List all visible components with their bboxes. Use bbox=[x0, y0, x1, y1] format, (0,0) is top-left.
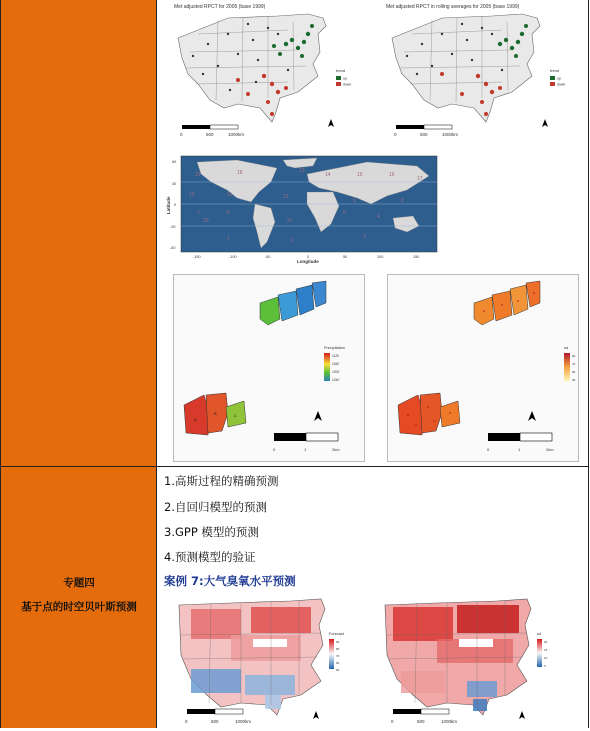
us-map-outline bbox=[392, 14, 540, 122]
content-cell bbox=[157, 0, 588, 466]
svg-text:60: 60 bbox=[172, 160, 177, 164]
svg-text:150: 150 bbox=[413, 255, 420, 259]
topic-title: 专题四 bbox=[63, 577, 95, 589]
us-map-outline bbox=[178, 14, 326, 122]
svg-text:50: 50 bbox=[336, 668, 340, 672]
north-arrow-icon bbox=[542, 119, 548, 127]
precipitation-map bbox=[173, 274, 365, 462]
precipitation-figure bbox=[174, 275, 364, 461]
svg-text:-30: -30 bbox=[170, 225, 176, 229]
svg-text:trend: trend bbox=[550, 68, 560, 73]
svg-text:15: 15 bbox=[357, 172, 363, 178]
svg-text:-100: -100 bbox=[229, 255, 237, 259]
svg-text:70: 70 bbox=[572, 362, 576, 366]
lower-regions bbox=[398, 393, 460, 435]
svg-text:0: 0 bbox=[487, 447, 490, 452]
us-map-figure bbox=[168, 4, 368, 146]
svg-text:8: 8 bbox=[401, 198, 404, 204]
legend-title: trend bbox=[336, 68, 346, 73]
svg-text:up: up bbox=[557, 76, 561, 81]
x-axis-label: Longitude bbox=[297, 259, 319, 264]
legend bbox=[336, 68, 351, 87]
legend bbox=[537, 632, 548, 668]
sd-figure bbox=[388, 275, 578, 461]
svg-text:1200: 1200 bbox=[332, 370, 340, 374]
svg-text:1000km: 1000km bbox=[235, 719, 252, 724]
svg-text:B: B bbox=[214, 411, 217, 416]
legend bbox=[550, 68, 565, 87]
svg-text:14: 14 bbox=[325, 172, 331, 178]
svg-text:30: 30 bbox=[172, 182, 177, 186]
svg-text:1120: 1120 bbox=[332, 354, 340, 358]
svg-text:15: 15 bbox=[544, 648, 548, 652]
svg-text:10: 10 bbox=[544, 656, 548, 660]
svg-text:sd: sd bbox=[564, 346, 569, 350]
list-item: 4.预测模型的验证 bbox=[164, 550, 256, 564]
svg-text:60: 60 bbox=[336, 661, 340, 665]
svg-text:500: 500 bbox=[417, 719, 425, 724]
svg-text:1: 1 bbox=[227, 236, 230, 242]
svg-text:0: 0 bbox=[307, 255, 310, 259]
svg-text:Forecast: Forecast bbox=[329, 632, 344, 636]
world-map-figure bbox=[167, 152, 442, 264]
topic-cell bbox=[1, 467, 157, 728]
legend bbox=[564, 346, 576, 382]
north-arrow-icon bbox=[328, 119, 334, 127]
svg-text:C: C bbox=[234, 413, 237, 418]
svg-text:500: 500 bbox=[211, 719, 219, 724]
y-axis-label: Latitude bbox=[166, 196, 171, 214]
svg-text:1000km: 1000km bbox=[441, 719, 458, 724]
svg-text:Precipitation: Precipitation bbox=[324, 346, 345, 350]
svg-text:50: 50 bbox=[572, 370, 576, 374]
svg-text:11: 11 bbox=[227, 192, 233, 198]
svg-text:20: 20 bbox=[544, 640, 548, 644]
svg-text:down: down bbox=[557, 82, 566, 87]
forecast-sd-figure bbox=[377, 595, 567, 727]
scale-bar bbox=[185, 709, 251, 724]
forecast-figure bbox=[171, 595, 361, 727]
svg-text:30: 30 bbox=[572, 378, 576, 382]
scale-bar bbox=[180, 125, 244, 137]
figure-title: Met adjusted RPCT in rolling averages for 2005 (base 1999) bbox=[386, 4, 520, 10]
svg-text:16: 16 bbox=[389, 172, 395, 178]
svg-text:2km: 2km bbox=[546, 447, 554, 452]
svg-text:12: 12 bbox=[283, 194, 289, 200]
svg-text:1240: 1240 bbox=[332, 378, 340, 382]
legend bbox=[329, 632, 345, 672]
svg-text:1: 1 bbox=[304, 447, 307, 452]
svg-text:0: 0 bbox=[180, 132, 183, 137]
svg-text:0: 0 bbox=[174, 203, 177, 207]
svg-text:7: 7 bbox=[197, 210, 200, 216]
ozone-forecast-map bbox=[171, 595, 361, 727]
svg-text:4: 4 bbox=[377, 214, 380, 220]
upper-regions bbox=[260, 281, 326, 325]
svg-text:10: 10 bbox=[189, 192, 195, 198]
list-item: 3.GPP 模型的预测 bbox=[164, 525, 259, 539]
svg-text:3: 3 bbox=[363, 234, 366, 240]
svg-text:0: 0 bbox=[273, 447, 276, 452]
north-arrow-icon bbox=[313, 711, 319, 719]
list-item: 1.高斯过程的精确预测 bbox=[164, 474, 279, 488]
upper-regions bbox=[474, 281, 540, 325]
figure-title: Met adjusted RPCT for 2005 (base 1999) bbox=[174, 4, 266, 10]
svg-text:1: 1 bbox=[518, 447, 521, 452]
svg-text:6: 6 bbox=[227, 210, 230, 216]
ozone-sd-map bbox=[377, 595, 567, 727]
svg-text:500: 500 bbox=[206, 132, 214, 137]
svg-text:50: 50 bbox=[343, 255, 348, 259]
svg-text:2: 2 bbox=[291, 238, 294, 244]
topic-cell-empty bbox=[1, 0, 157, 466]
content-cell bbox=[157, 467, 588, 728]
svg-text:0: 0 bbox=[391, 719, 394, 724]
world-zone-map bbox=[167, 152, 442, 264]
svg-text:0: 0 bbox=[185, 719, 188, 724]
svg-text:0: 0 bbox=[394, 132, 397, 137]
svg-text:-150: -150 bbox=[193, 255, 201, 259]
topic-subtitle: 基于点的时空贝叶斯预测 bbox=[21, 601, 137, 613]
svg-text:20: 20 bbox=[203, 218, 209, 224]
svg-text:2km: 2km bbox=[332, 447, 340, 452]
svg-text:80: 80 bbox=[336, 647, 340, 651]
svg-text:18: 18 bbox=[237, 170, 243, 176]
legend-down: down bbox=[343, 82, 352, 87]
svg-text:1000km: 1000km bbox=[228, 132, 245, 137]
svg-text:1000km: 1000km bbox=[442, 132, 459, 137]
case-title: 案例 7:大气臭氧水平预测 bbox=[164, 574, 296, 588]
svg-text:sd: sd bbox=[537, 632, 542, 636]
svg-text:A: A bbox=[194, 417, 197, 422]
svg-text:90: 90 bbox=[572, 354, 576, 358]
svg-text:70: 70 bbox=[336, 654, 340, 658]
us-trend-map-2005 bbox=[168, 4, 368, 146]
svg-text:1160: 1160 bbox=[332, 362, 340, 366]
north-arrow-icon bbox=[519, 711, 525, 719]
svg-text:5: 5 bbox=[544, 664, 546, 668]
svg-text:9: 9 bbox=[353, 198, 356, 204]
svg-text:13: 13 bbox=[299, 168, 305, 174]
north-arrow-icon bbox=[528, 411, 536, 421]
list-item: 2.自回归模型的预测 bbox=[164, 500, 267, 514]
svg-text:19: 19 bbox=[195, 172, 201, 178]
scale-bar bbox=[391, 709, 457, 724]
legend-up: up bbox=[343, 76, 347, 81]
svg-text:500: 500 bbox=[420, 132, 428, 137]
scale-bar bbox=[394, 125, 458, 137]
svg-text:-50: -50 bbox=[265, 255, 271, 259]
us-trend-map-rolling bbox=[382, 4, 582, 146]
svg-text:-60: -60 bbox=[170, 246, 176, 250]
svg-text:17: 17 bbox=[417, 176, 423, 182]
svg-text:5: 5 bbox=[343, 210, 346, 216]
svg-text:90: 90 bbox=[336, 640, 340, 644]
svg-text:100: 100 bbox=[377, 255, 384, 259]
scale-bar bbox=[487, 433, 554, 452]
north-arrow-icon bbox=[314, 411, 322, 421]
precipitation-sd-map bbox=[387, 274, 579, 462]
scale-bar bbox=[273, 433, 340, 452]
svg-text:21: 21 bbox=[287, 218, 293, 224]
us-map-figure bbox=[382, 4, 582, 146]
table-row bbox=[0, 467, 589, 728]
legend bbox=[324, 346, 345, 382]
